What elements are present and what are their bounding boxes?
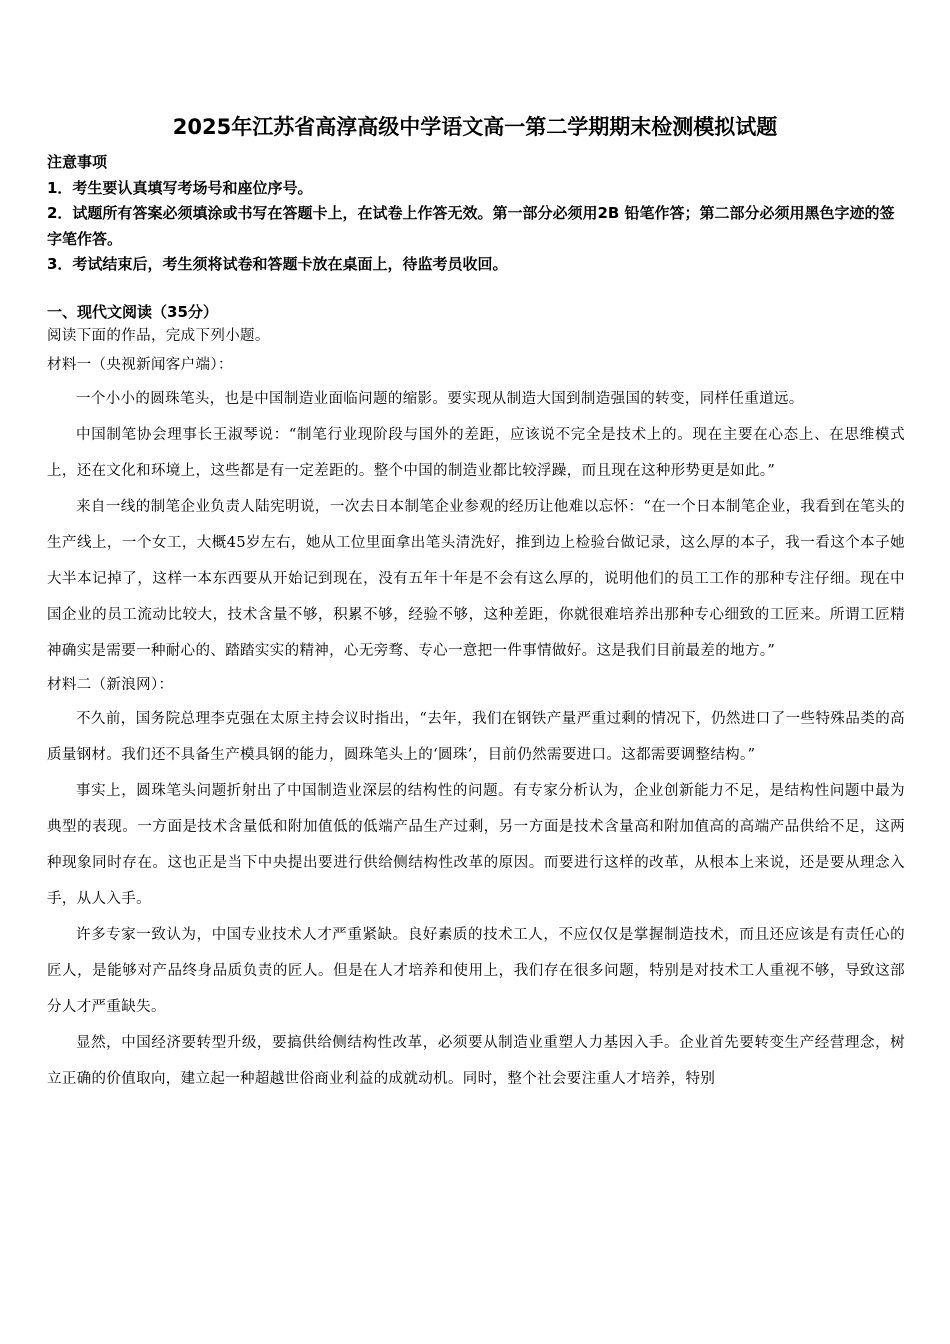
notice-item-1: 1．考生要认真填写考场号和座位序号。 bbox=[47, 178, 313, 197]
notice-block bbox=[47, 150, 907, 278]
section-heading: 一、现代文阅读（35分） bbox=[47, 303, 218, 321]
material1-paragraph-3: 来自一线的制笔企业负责人陆宪明说，一次去日本制笔企业参观的经历让他难以忘怀：“在一个日本制笔企业，我看到在笔头的生产线上，一个女工，大概45岁左右，她从工位里面拿出笔头清洗好，推到边上检验台做记录，这么厚的本子，我一看这个本子她大半本记掉了，这样一本东西要从开始记到现在，没有五年十年是不会有这么厚的，说明他们的员工工作的那种专注仔细。现在中国企业的员工流动比较大，技术含量不够，积累不够，经验不够，这种差距，你就很难培养出那种专心细致的工匠来。所谓工匠精神确实是需要一种耐心的、踏踏实实的精神，心无旁骛、专心一意把一件事情做好。这是我们目前最差的地方。” bbox=[47, 499, 905, 659]
notice-heading: 注意事项 bbox=[47, 153, 108, 171]
material2-paragraph-4: 显然，中国经济要转型升级，要搞供给侧结构性改革，必须要从制造业重塑人力基因入手。企业首先要转变生产经营理念，树立正确的价值取向，建立起一种超越世俗商业利益的成就动机。同时，整个社会要注重人才培养，特别 bbox=[47, 1035, 905, 1087]
notice-item-3: 3．考试结束后，考生须将试卷和答题卡放在桌面上，待监考员收回。 bbox=[47, 255, 508, 273]
material2-label: 材料二（新浪网）： bbox=[47, 677, 174, 693]
material1-paragraph-2: 中国制笔协会理事长王淑琴说：“制笔行业现阶段与国外的差距，应该说不完全是技术上的。现在主要在心态上、在思维模式上，还在文化和环境上，这些都是有一定差距的。整个中国的制造业都比较浮躁，而且现在这种形势更是如此。” bbox=[47, 427, 905, 479]
material1-label: 材料一（央视新闻客户端）： bbox=[47, 357, 233, 373]
reading-passage bbox=[47, 323, 905, 1097]
exam-title: 2025年江苏省高淳高级中学语文高一第二学期期末检测模拟试题 bbox=[172, 115, 778, 139]
notice-item-2: 2．试题所有答案必须填涂或书写在答题卡上，在试卷上作答无效。第一部分必须用2B 铅笔作答；第二部分必须用黑色字迹的签字笔作答。 bbox=[47, 204, 895, 248]
material2-paragraph-2: 事实上，圆珠笔头问题折射出了中国制造业深层的结构性的问题。有专家分析认为，企业创新能力不足，是结构性问题中最为典型的表现。一方面是技术含量低和附加值低的低端产品生产过剩，另一方面是技术含量高和附加值高的高端产品供给不足，这两种现象同时存在。这也正是当下中央提出要进行供给侧结构性改革的原因。而要进行这样的改革，从根本上来说，还是要从理念入手，从人入手。 bbox=[47, 783, 905, 907]
material2-paragraph-3: 许多专家一致认为，中国专业技术人才严重紧缺。良好素质的技术工人，不应仅仅是掌握制造技术，而且还应该是有责任心的匠人，是能够对产品终身品质负责的匠人。但是在人才培养和使用上，我们存在很多问题，特别是对技术工人重视不够，导致这部分人才严重缺失。 bbox=[47, 927, 905, 1015]
material1-paragraph-1: 一个小小的圆珠笔头，也是中国制造业面临问题的缩影。要实现从制造大国到制造强国的转变，同样任重道远。 bbox=[76, 391, 804, 407]
section-instruction: 阅读下面的作品，完成下列小题。 bbox=[47, 328, 270, 344]
material2-paragraph-1: 不久前，国务院总理李克强在太原主持会议时指出，“去年，我们在钢铁产量严重过剩的情况下，仍然进口了一些特殊品类的高质量钢材。我们还不具备生产模具钢的能力，圆珠笔头上的‘圆珠’，目前仍然需要进口。这都需要调整结构。” bbox=[47, 711, 905, 763]
